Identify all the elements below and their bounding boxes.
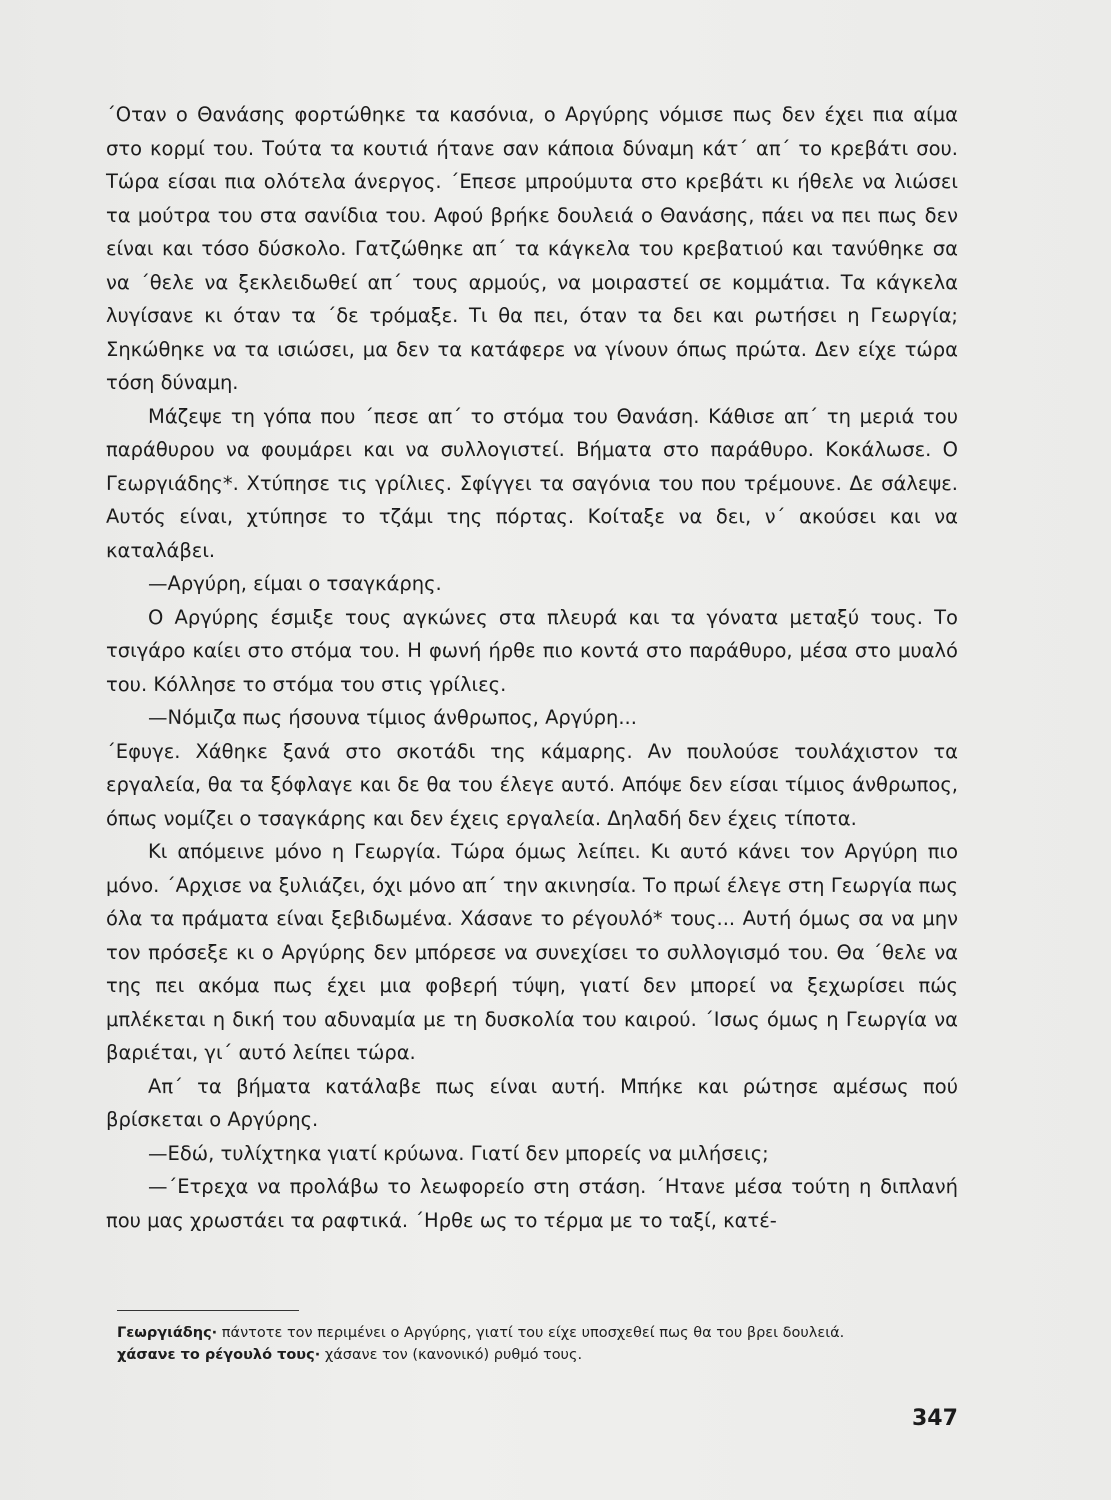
dialogue-line: —΄Ετρεχα να προλάβω το λεωφορείο στη στάση. ΄Ητανε μέσα τούτη η διπλανή που μας χρωστάει τα ραφτικά. ΄Ηρθε ως το τέρμα με το ταξί, κατέ- [106, 1175, 958, 1232]
paragraph: ΄Οταν ο Θανάσης φορτώθηκε τα κασόνια, ο Αργύρης νόμισε πως δεν έχει πια αίμα στο κορμί του. Τούτα τα κουτιά ήτανε σαν κάποια δύναμη κάτ΄ απ΄ το κρεβάτι σου. Τώρα είσαι πια ολότελα άνεργος. ΄Επεσε μπρούμυτα στο κρεβάτι κι ήθελε να λιώσει τα μούτρα του στα σανίδια του. Αφού βρήκε δουλειά ο Θανάσης, πάει να πει πως δεν είναι και τόσο δύσκολο. Γατζώθηκε απ΄ τα κάγκελα του κρεβατιού και τανύθηκε σα να ΄θελε να ξεκλειδωθεί απ΄ τους αρμούς, να μοιραστεί σε κομμάτια. Τα κάγκελα λυγίσανε κι όταν τα ΄δε τρόμαξε. Τι θα πει, όταν τα δει και ρωτήσει η Γεωργία; Σηκώθηκε να τα ισιώσει, μα δεν τα κατάφερε να γίνουν όπως πρώτα. Δεν είχε τώρα τόση δύναμη. [106, 103, 958, 394]
footnote-definition: χάσανε τον (κανονικό) ρυθμό τους. [324, 1347, 583, 1363]
footnote-term: χάσανε το ρέγουλό τους· [117, 1347, 321, 1363]
dialogue-line: —Νόμιζα πως ήσουνα τίμιος άνθρωπος, Αργύρη... [148, 706, 637, 729]
paragraph: ΄Εφυγε. Χάθηκε ξανά στο σκοτάδι της κάμαρης. Αν πουλούσε τουλάχιστον τα εργαλεία, θα τα ξόφλαγε και δε θα του έλεγε αυτό. Απόψε δεν είσαι τίμιος άνθρωπος, όπως νομίζει ο τσαγκάρης και δεν έχεις εργαλεία. Δηλαδή δεν έχεις τίποτα. [106, 739, 958, 830]
footnote-term: Γεωργιάδης· [117, 1325, 218, 1341]
dialogue-line: —Αργύρη, είμαι ο τσαγκάρης. [148, 572, 442, 595]
body-text [106, 98, 958, 1237]
dialogue-line: —Εδώ, τυλίχτηκα γιατί κρύωνα. Γιατί δεν μπορείς να μιλήσεις; [148, 1141, 769, 1165]
footnote-divider [117, 1310, 299, 1311]
footnote [117, 1322, 967, 1344]
paragraph: Μάζεψε τη γόπα που ΄πεσε απ΄ το στόμα του Θανάση. Κάθισε απ΄ τη μεριά του παράθυρου να φουμάρει και να συλλογιστεί. Βήματα στο παράθυρο. Κοκάλωσε. Ο Γεωργιάδης*. Χτύπησε τις γρίλιες. Σφίγγει τα σαγόνια του που τρέμουνε. Δε σάλεψε. Αυτός είναι, χτύπησε το τζάμι της πόρτας. Κοίταξε να δει, ν΄ ακούσει και να καταλάβει. [106, 404, 958, 562]
page-number: 347 [912, 1406, 958, 1431]
paragraph: Απ΄ τα βήματα κατάλαβε πως είναι αυτή. Μπήκε και ρώτησε αμέσως πού βρίσκεται ο Αργύρης. [106, 1074, 958, 1131]
footnotes [117, 1322, 967, 1366]
paragraph: Κι απόμεινε μόνο η Γεωργία. Τώρα όμως λείπει. Κι αυτό κάνει τον Αργύρη πιο μόνο. ΄Αρχισε να ξυλιάζει, όχι μόνο απ΄ την ακινησία. Το πρωί έλεγε στη Γεωργία πως όλα τα πράματα είναι ξεβιδωμένα. Χάσανε το ρέγουλό* τους... Αυτή όμως σα να μην τον πρόσεξε κι ο Αργύρης δεν μπόρεσε να συνεχίσει το συλλογισμό του. Θα ΄θελε να της πει ακόμα πως έχει μια φοβερή τύψη, γιατί δεν μπορεί να ξεχωρίσει πώς μπλέκεται η δική του αδυναμία με τη δυσκολία του καιρού. ΄Ισως όμως η Γεωργία να βαριέται, γι΄ αυτό λείπει τώρα. [106, 840, 958, 1064]
footnote [117, 1344, 967, 1366]
paragraph: Ο Αργύρης έσμιξε τους αγκώνες στα πλευρά και τα γόνατα μεταξύ τους. Το τσιγάρο καίει στο στόμα του. Η φωνή ήρθε πιο κοντά στο παράθυρο, μέσα στο μυαλό του. Κόλλησε το στόμα του στις γρίλιες. [106, 605, 958, 696]
footnote-definition: πάντοτε τον περιμένει ο Αργύρης, γιατί του είχε υποσχεθεί πως θα του βρει δουλειά. [221, 1325, 845, 1341]
